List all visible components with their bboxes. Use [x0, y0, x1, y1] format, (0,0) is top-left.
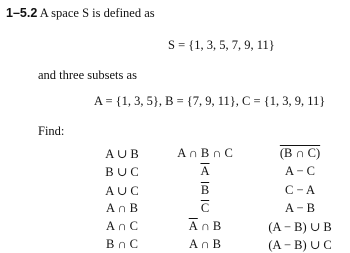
problem-statement: A space S is defined as [39, 6, 155, 20]
universal-set-equation: S = {1, 3, 5, 7, 9, 11} [168, 38, 275, 52]
expression-item: (A − B) ∪ B [268, 220, 332, 234]
expression-item: A ∩ B [189, 237, 221, 251]
expression-item-complement: $\overline{C}$ [200, 201, 210, 215]
subsets-intro: and three subsets as [38, 68, 137, 82]
expression-item: A ∩ B ∩ C [177, 146, 233, 160]
expression-item-complement: $\overline{A}$ [200, 164, 210, 178]
expression-item-complement: (B ∩ C) [279, 146, 321, 160]
expression-item: B ∩ C [106, 237, 138, 251]
expression-item: C − A [285, 183, 315, 197]
expression-item: A ∩ C [106, 219, 138, 233]
expression-item-complement: $\overline{B}$ [200, 183, 210, 197]
problem-number: 1–5.2 [6, 6, 38, 20]
expression-item: B ∪ C [105, 165, 139, 179]
expression-item: A ∪ C [105, 184, 139, 198]
expression-item: A − B [285, 201, 315, 215]
problem-header [6, 6, 155, 21]
expression-item-complement-a-intersect-b: $\overline{A}$ ∩ B [188, 219, 222, 233]
expression-item: (A − B) ∪ C [268, 238, 332, 252]
expression-item: A − C [285, 164, 315, 178]
find-label: Find: [38, 124, 65, 138]
expression-item: A ∩ B [106, 201, 138, 215]
expression-item: A ∪ B [105, 147, 139, 161]
subsets-equation: A = {1, 3, 5}, B = {7, 9, 11}, C = {1, 3, 9, 11} [94, 94, 326, 108]
